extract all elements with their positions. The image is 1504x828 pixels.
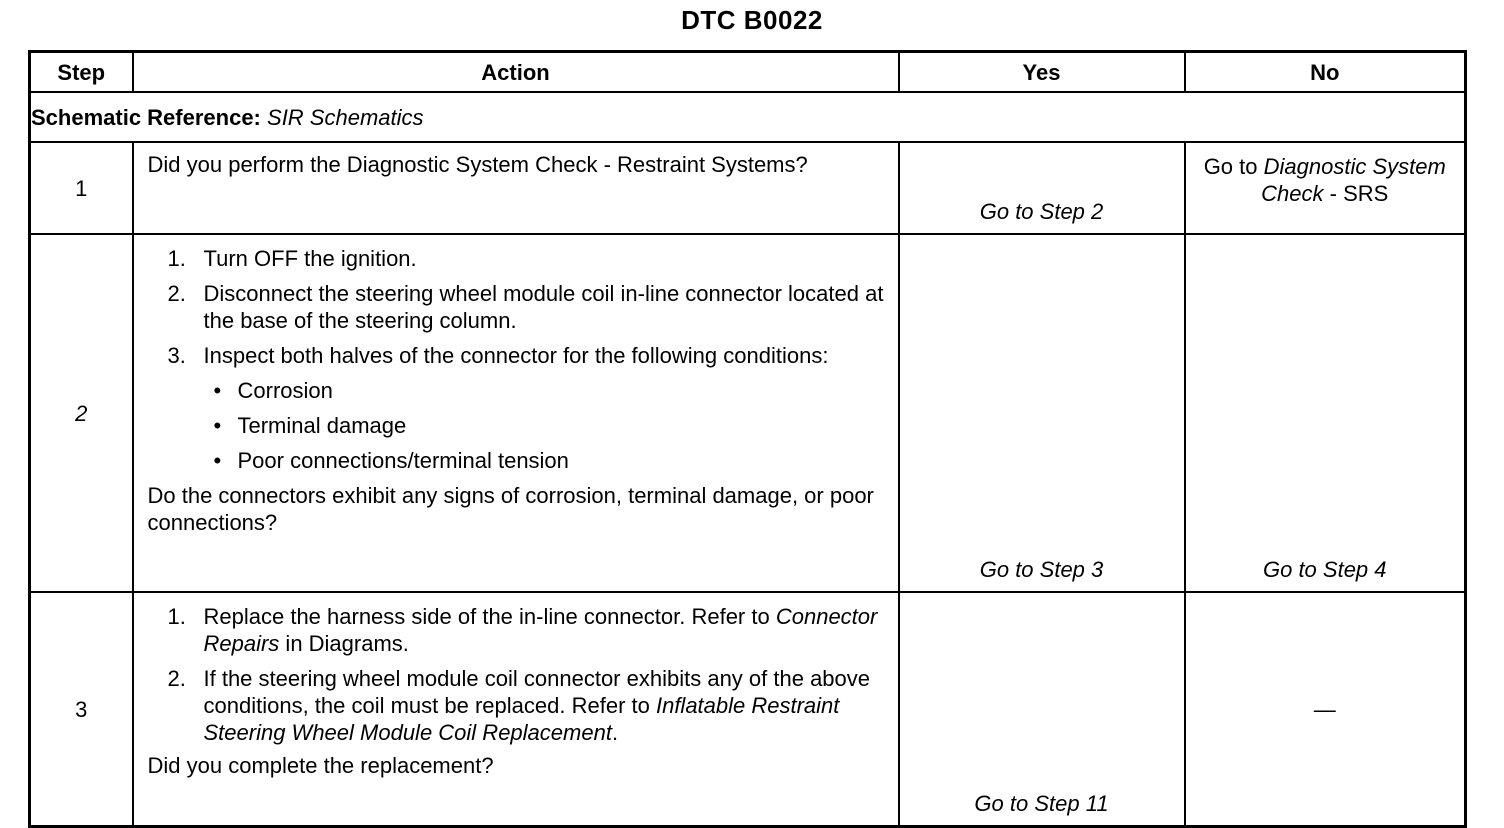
list-item-text: Replace the harness side of the in-line connector. Refer to <box>203 604 776 629</box>
coil-replacement-link[interactable]: Inflatable Restraint Steering Wheel Module Coil Replacement <box>203 693 840 745</box>
header-no: No <box>1185 52 1466 93</box>
no-action[interactable]: Go to Step 4 <box>1185 234 1466 592</box>
list-item-suffix: in Diagrams. <box>279 631 409 656</box>
procedure-list <box>148 245 888 474</box>
bullet-item: • Terminal damage <box>214 412 888 439</box>
no-action-dash: — <box>1313 696 1336 722</box>
no-action[interactable] <box>1185 142 1466 234</box>
bullet-item: • Corrosion <box>214 377 888 404</box>
schematic-reference-row <box>30 92 1466 142</box>
table-row <box>30 234 1466 592</box>
question-text: Did you perform the Diagnostic System Check <box>147 152 598 177</box>
step-number: 3 <box>30 592 133 827</box>
step-number: 1 <box>30 142 133 234</box>
no-action <box>1185 592 1466 827</box>
diagnostic-table <box>28 50 1467 828</box>
list-item: 2. Disconnect the steering wheel module coil in-line connector located at the base of the steering column. <box>167 281 884 333</box>
list-item: 3. Inspect both halves of the connector for the following conditions: • Corrosion • Terminal damage • Poor connections/terminal tension <box>168 342 888 474</box>
no-action-prefix: Go to <box>1203 154 1264 179</box>
list-item-text: Disconnect the steering wheel module coil in-line connector located at the base of the steering column. <box>203 281 884 333</box>
list-item-text: If the steering wheel module coil connector exhibits any of the above conditions, the coil must be replaced. Refer to <box>203 666 871 718</box>
list-item-text: Turn OFF the ignition. <box>203 246 417 271</box>
schematic-reference-cell <box>30 92 1466 142</box>
question-text: Do the connectors exhibit any signs of corrosion, terminal damage, or poor connections? <box>147 483 874 535</box>
header-row <box>30 52 1466 93</box>
condition-list <box>204 377 888 474</box>
yes-action[interactable]: Go to Step 11 <box>899 592 1185 827</box>
no-action-suffix: - SRS <box>1323 181 1389 206</box>
procedure-list <box>148 603 888 746</box>
schematic-reference-link[interactable]: SIR Schematics <box>267 104 424 130</box>
header-yes: Yes <box>899 52 1185 93</box>
list-item-text: Inspect both halves of the connector for the following conditions: <box>203 343 829 368</box>
table-row <box>30 142 1466 234</box>
action-cell <box>133 592 899 827</box>
header-action: Action <box>133 52 899 93</box>
step-number: 2 <box>30 234 133 592</box>
document-title: DTC B0022 <box>681 5 823 35</box>
question-text: Did you complete the replacement? <box>147 753 494 778</box>
yes-action[interactable]: Go to Step 3 <box>899 234 1185 592</box>
list-item: 1. Replace the harness side of the in-line connector. Refer to Connector Repairs in Diagrams. <box>167 604 878 656</box>
list-item-suffix: . <box>611 720 619 745</box>
connector-repairs-link[interactable]: Connector Repairs <box>203 604 878 656</box>
yes-action[interactable]: Go to Step 2 <box>899 142 1185 234</box>
no-action-link[interactable]: Diagnostic System Check <box>1261 154 1446 206</box>
list-item: 1. Turn OFF the ignition. <box>167 246 417 271</box>
schematic-reference-label: Schematic Reference: <box>31 104 261 130</box>
bullet-item: • Poor connections/terminal tension <box>214 447 888 474</box>
table-row <box>30 592 1466 827</box>
action-cell <box>133 142 899 234</box>
action-cell <box>133 234 899 592</box>
header-step: Step <box>30 52 133 93</box>
question-text-suffix: - Restraint Systems? <box>597 152 808 177</box>
list-item: 2. If the steering wheel module coil connector exhibits any of the above conditions, the coil must be replaced. Refer to Inflatable Restraint Steering Wheel Module Coil Replacement. <box>167 666 871 745</box>
